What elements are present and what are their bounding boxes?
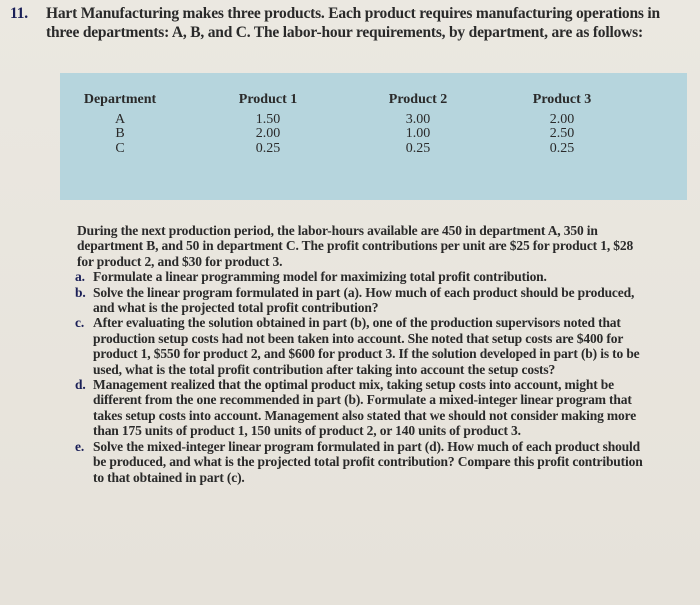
product-2-column: [378, 93, 458, 156]
table-cell: 2.00: [549, 111, 575, 127]
item-letter: a.: [75, 269, 85, 285]
item-text: Solve the linear program formulated in part (a). How much of each product should be produced, and what is the projected total profit contribution?: [93, 284, 635, 316]
product-1-column: [228, 93, 308, 156]
problem-intro-line2: three departments: A, B, and C. The labor-hour requirements, by department, are as follows:: [46, 24, 643, 41]
item-text: Solve the mixed-integer linear program formulated in part (d). How much of each product should be produced, and what is the projected total profit contribution? Compare this profit contribution to that obtained in part (c).: [93, 438, 643, 485]
table-cell: B: [115, 126, 125, 141]
labor-hours-table: [60, 73, 687, 200]
table-cell: 0.25: [549, 140, 575, 156]
item-letter: c.: [75, 315, 85, 331]
problem-heading: [10, 4, 670, 42]
item-text: Formulate a linear programming model for maximizing total profit contribution.: [93, 269, 547, 285]
item-letter: e.: [75, 438, 85, 454]
production-paragraph: During the next production period, the labor-hours available are 450 in department A, 350 in department B, and 50 in department C. The profit contributions per unit are $25 for product 1, $28 for product 2, and $30 for product 3.: [77, 223, 634, 269]
table-cell: 1.00: [405, 126, 431, 141]
item-text: Management realized that the optimal product mix, taking setup costs into account, might be different from the one recommended in part (b). Formulate a mixed-integer linear program that takes setup costs into account. Management also stated that we should not consider making more than 175 units of product 1, 150 units of product 2, or 140 units of product 3.: [93, 377, 637, 439]
item-text: After evaluating the solution obtained in part (b), one of the production supervisors noted that production setup costs had not been taken into account. She noted that setup costs are $400 for product 1, $550 for product 2, and $600 for product 3. If the solution developed in part (b) is to be used, what is the total profit contribution after taking into account the setup costs?: [93, 315, 640, 377]
problem-body: [77, 223, 652, 485]
table-cell: 2.00: [255, 126, 281, 141]
table-cell: 3.00: [405, 111, 431, 127]
list-item: [77, 285, 652, 316]
problem-intro-line1: Hart Manufacturing makes three products. Each product requires manufacturing operations in: [46, 5, 660, 22]
product-3-column: [522, 93, 602, 156]
list-item: [77, 315, 652, 377]
column-header-product-3: Product 3: [532, 92, 592, 107]
table-cell: 2.50: [549, 126, 575, 141]
item-letter: d.: [75, 377, 86, 393]
list-item: [77, 269, 652, 284]
table-cell: 0.25: [405, 140, 431, 156]
department-column: [78, 93, 162, 156]
column-header-department: Department: [83, 92, 157, 107]
list-item: [77, 377, 652, 439]
list-item: [77, 439, 652, 485]
table-cell: A: [114, 111, 126, 127]
problem-number: 11.: [10, 5, 28, 22]
table-cell: C: [115, 140, 125, 156]
column-header-product-1: Product 1: [238, 92, 298, 107]
table-cell: 1.50: [255, 111, 281, 127]
column-header-product-2: Product 2: [388, 92, 448, 107]
table-cell: 0.25: [255, 140, 281, 156]
item-letter: b.: [75, 284, 86, 300]
